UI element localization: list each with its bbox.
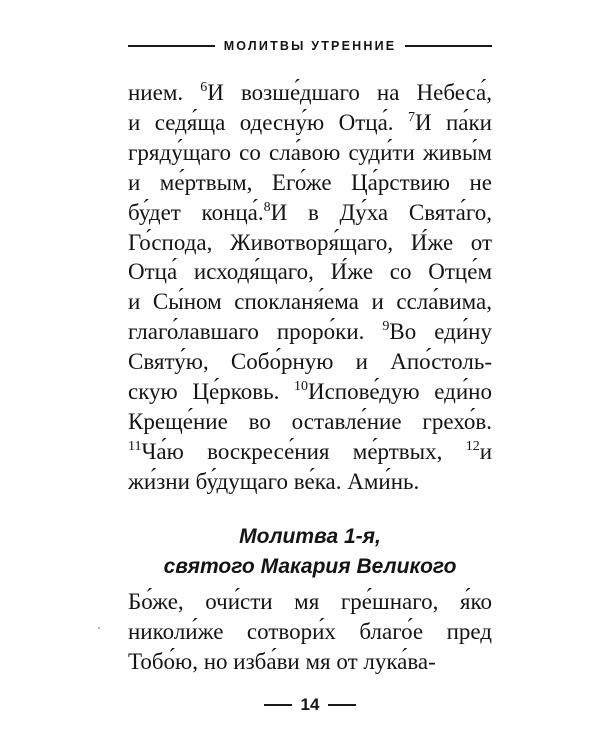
text-run: Ча́ю воскресе́ния ме́ртвых, xyxy=(141,438,466,464)
verse-number: 9 xyxy=(382,319,390,335)
text-run: николи́же сотвори́х благо́е пред xyxy=(128,618,492,644)
text-run: гряду́щаго со сла́вою суди́ти живы́м xyxy=(128,139,492,165)
verse-number: 6 xyxy=(200,80,208,95)
text-run: глаго́лавшаго проро́ки. xyxy=(128,319,383,345)
text-run: И в Ду́ха Свята́го, xyxy=(270,199,492,225)
running-header xyxy=(128,37,492,55)
text-line xyxy=(128,317,492,347)
text-run: Святу́ю, Собо́рную и Апо́столь- xyxy=(128,349,492,375)
text-run: Отца́ исходя́щаго, И́же со Отце́м xyxy=(128,259,492,285)
text-line xyxy=(128,467,492,497)
verse-number: 12 xyxy=(465,438,480,454)
prayer-heading-line-1: Молитва 1-я, xyxy=(239,525,381,548)
running-title: МОЛИТВЫ УТРЕННИЕ xyxy=(223,39,397,53)
text-run: бу́дет конца́. xyxy=(128,199,264,225)
text-run: и Сы́ном спокланя́ема и ссла́вима, xyxy=(128,289,492,315)
prayer-heading-line-2: святого Макария Великого xyxy=(163,555,457,578)
text-run: Креще́ние во оставле́ние грехо́в. xyxy=(128,408,492,434)
text-line xyxy=(128,198,492,228)
header-rule-right xyxy=(405,45,492,47)
text-line xyxy=(128,347,492,377)
text-line xyxy=(128,647,492,677)
text-run: И возше́дшаго на Небеса́, xyxy=(207,80,492,105)
verse-number: 10 xyxy=(293,379,308,395)
print-speck xyxy=(98,627,100,629)
text-run: скую Це́рковь. xyxy=(128,379,294,405)
text-line xyxy=(128,437,492,467)
text-line xyxy=(128,257,492,287)
text-run: и ме́ртвым, Его́же Ца́рствию не xyxy=(128,169,492,195)
prayer-heading xyxy=(128,522,492,582)
text-line xyxy=(128,617,492,647)
page-number: 14 xyxy=(300,695,320,714)
creed-text-block xyxy=(128,78,492,497)
text-run: Испове́дую еди́но xyxy=(307,379,492,405)
text-run: и седя́ща одесну́ю Отца́. xyxy=(128,109,408,135)
text-run: Го́спода, Животворя́щаго, И́же от xyxy=(128,229,492,255)
text-line xyxy=(128,138,492,168)
text-line xyxy=(128,407,492,437)
text-line xyxy=(128,228,492,258)
text-run: нием. xyxy=(128,80,201,105)
verse-number: 8 xyxy=(263,199,271,215)
text-line xyxy=(128,287,492,317)
text-run: и xyxy=(479,438,492,464)
text-run: жи́зни бу́дущаго ве́ка. Ами́нь. xyxy=(128,468,420,494)
footer-rule-left xyxy=(264,704,292,706)
header-rule-left xyxy=(128,45,215,47)
footer-rule-right xyxy=(328,704,356,706)
text-line xyxy=(128,587,492,617)
text-run: Тобо́ю, но изба́ви мя от лука́ва- xyxy=(128,648,436,674)
page-footer xyxy=(128,693,492,717)
text-run: И па́ки xyxy=(414,109,492,135)
text-line xyxy=(128,78,492,108)
text-line xyxy=(128,108,492,138)
text-line xyxy=(128,168,492,198)
verse-number: 11 xyxy=(128,438,142,454)
prayer-text-block xyxy=(128,587,492,677)
text-run: Бо́же, очи́сти мя гре́шнаго, я́ко xyxy=(128,589,492,614)
verse-number: 7 xyxy=(407,109,415,125)
text-line xyxy=(128,377,492,407)
text-run: Во еди́ну xyxy=(389,319,492,345)
